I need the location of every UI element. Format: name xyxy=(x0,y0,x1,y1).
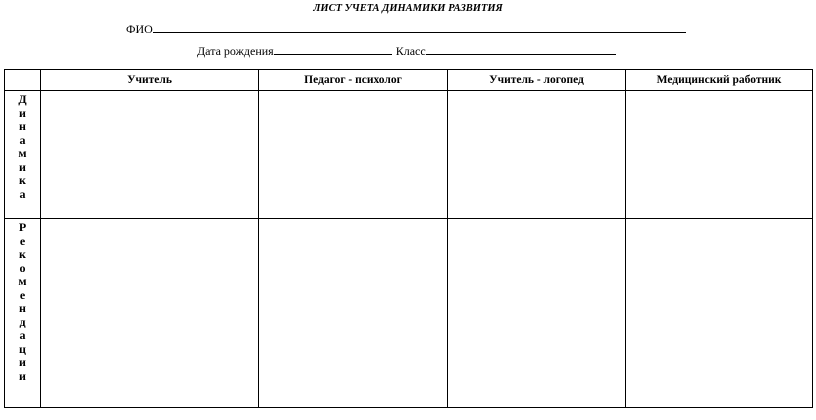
dynamics-cell-psychologist[interactable] xyxy=(259,91,448,219)
row-label-letter: о xyxy=(19,260,26,275)
row-label-letter: к xyxy=(19,173,26,187)
class-label: Класс xyxy=(395,44,426,58)
column-header-psychologist: Педагог - психолог xyxy=(259,70,448,91)
row-header-dynamics xyxy=(5,91,41,219)
birth-date-label: Дата рождения xyxy=(197,44,274,58)
table-header-row xyxy=(5,70,813,91)
row-label-letter: н xyxy=(19,119,26,133)
dynamics-cell-speech-therapist[interactable] xyxy=(448,91,626,219)
row-label-letter: м xyxy=(18,274,27,288)
column-header-teacher: Учитель xyxy=(41,70,259,91)
vertical-row-label xyxy=(5,93,40,201)
row-label-letter: ц xyxy=(19,341,26,356)
corner-cell xyxy=(5,70,41,91)
row-label-letter: а xyxy=(19,328,26,342)
row-label-letter: к xyxy=(19,247,26,261)
dynamics-cell-teacher[interactable] xyxy=(41,91,259,219)
row-label-letter: Д xyxy=(18,92,27,106)
fio-line xyxy=(126,20,686,37)
sheet-title: ЛИСТ УЧЕТА ДИНАМИКИ РАЗВИТИЯ xyxy=(313,3,503,14)
column-header-medical-worker: Медицинский работник xyxy=(626,70,813,91)
dynamics-cell-medical-worker[interactable] xyxy=(626,91,813,219)
recommendations-cell-teacher[interactable] xyxy=(41,219,259,408)
birth-date-blank[interactable] xyxy=(274,42,392,55)
recommendations-cell-medical-worker[interactable] xyxy=(626,219,813,408)
recommendations-cell-speech-therapist[interactable] xyxy=(448,219,626,408)
fio-label: ФИО xyxy=(126,22,153,36)
development-table xyxy=(4,69,813,408)
row-label-letter: и xyxy=(19,355,26,369)
recommendations-cell-psychologist[interactable] xyxy=(259,219,448,408)
row-label-letter: н xyxy=(19,301,26,315)
row-label-letter: а xyxy=(19,186,26,201)
row-label-letter: е xyxy=(19,233,26,248)
row-label-letter: и xyxy=(19,368,26,383)
class-blank[interactable] xyxy=(426,42,616,55)
row-label-letter: а xyxy=(19,132,26,147)
row-label-letter: и xyxy=(19,105,26,120)
row-label-letter: и xyxy=(19,159,26,174)
table-row-recommendations xyxy=(5,219,813,408)
column-header-speech-therapist: Учитель - логопед xyxy=(448,70,626,91)
row-label-letter: Р xyxy=(18,220,27,234)
row-label-letter: д xyxy=(19,314,26,329)
fio-blank[interactable] xyxy=(153,20,686,33)
row-label-letter: м xyxy=(18,146,27,160)
table-row-dynamics xyxy=(5,91,813,219)
row-header-recommendations xyxy=(5,219,41,408)
row-label-letter: е xyxy=(19,287,26,302)
vertical-row-label xyxy=(5,221,40,383)
birth-class-line xyxy=(197,42,616,59)
